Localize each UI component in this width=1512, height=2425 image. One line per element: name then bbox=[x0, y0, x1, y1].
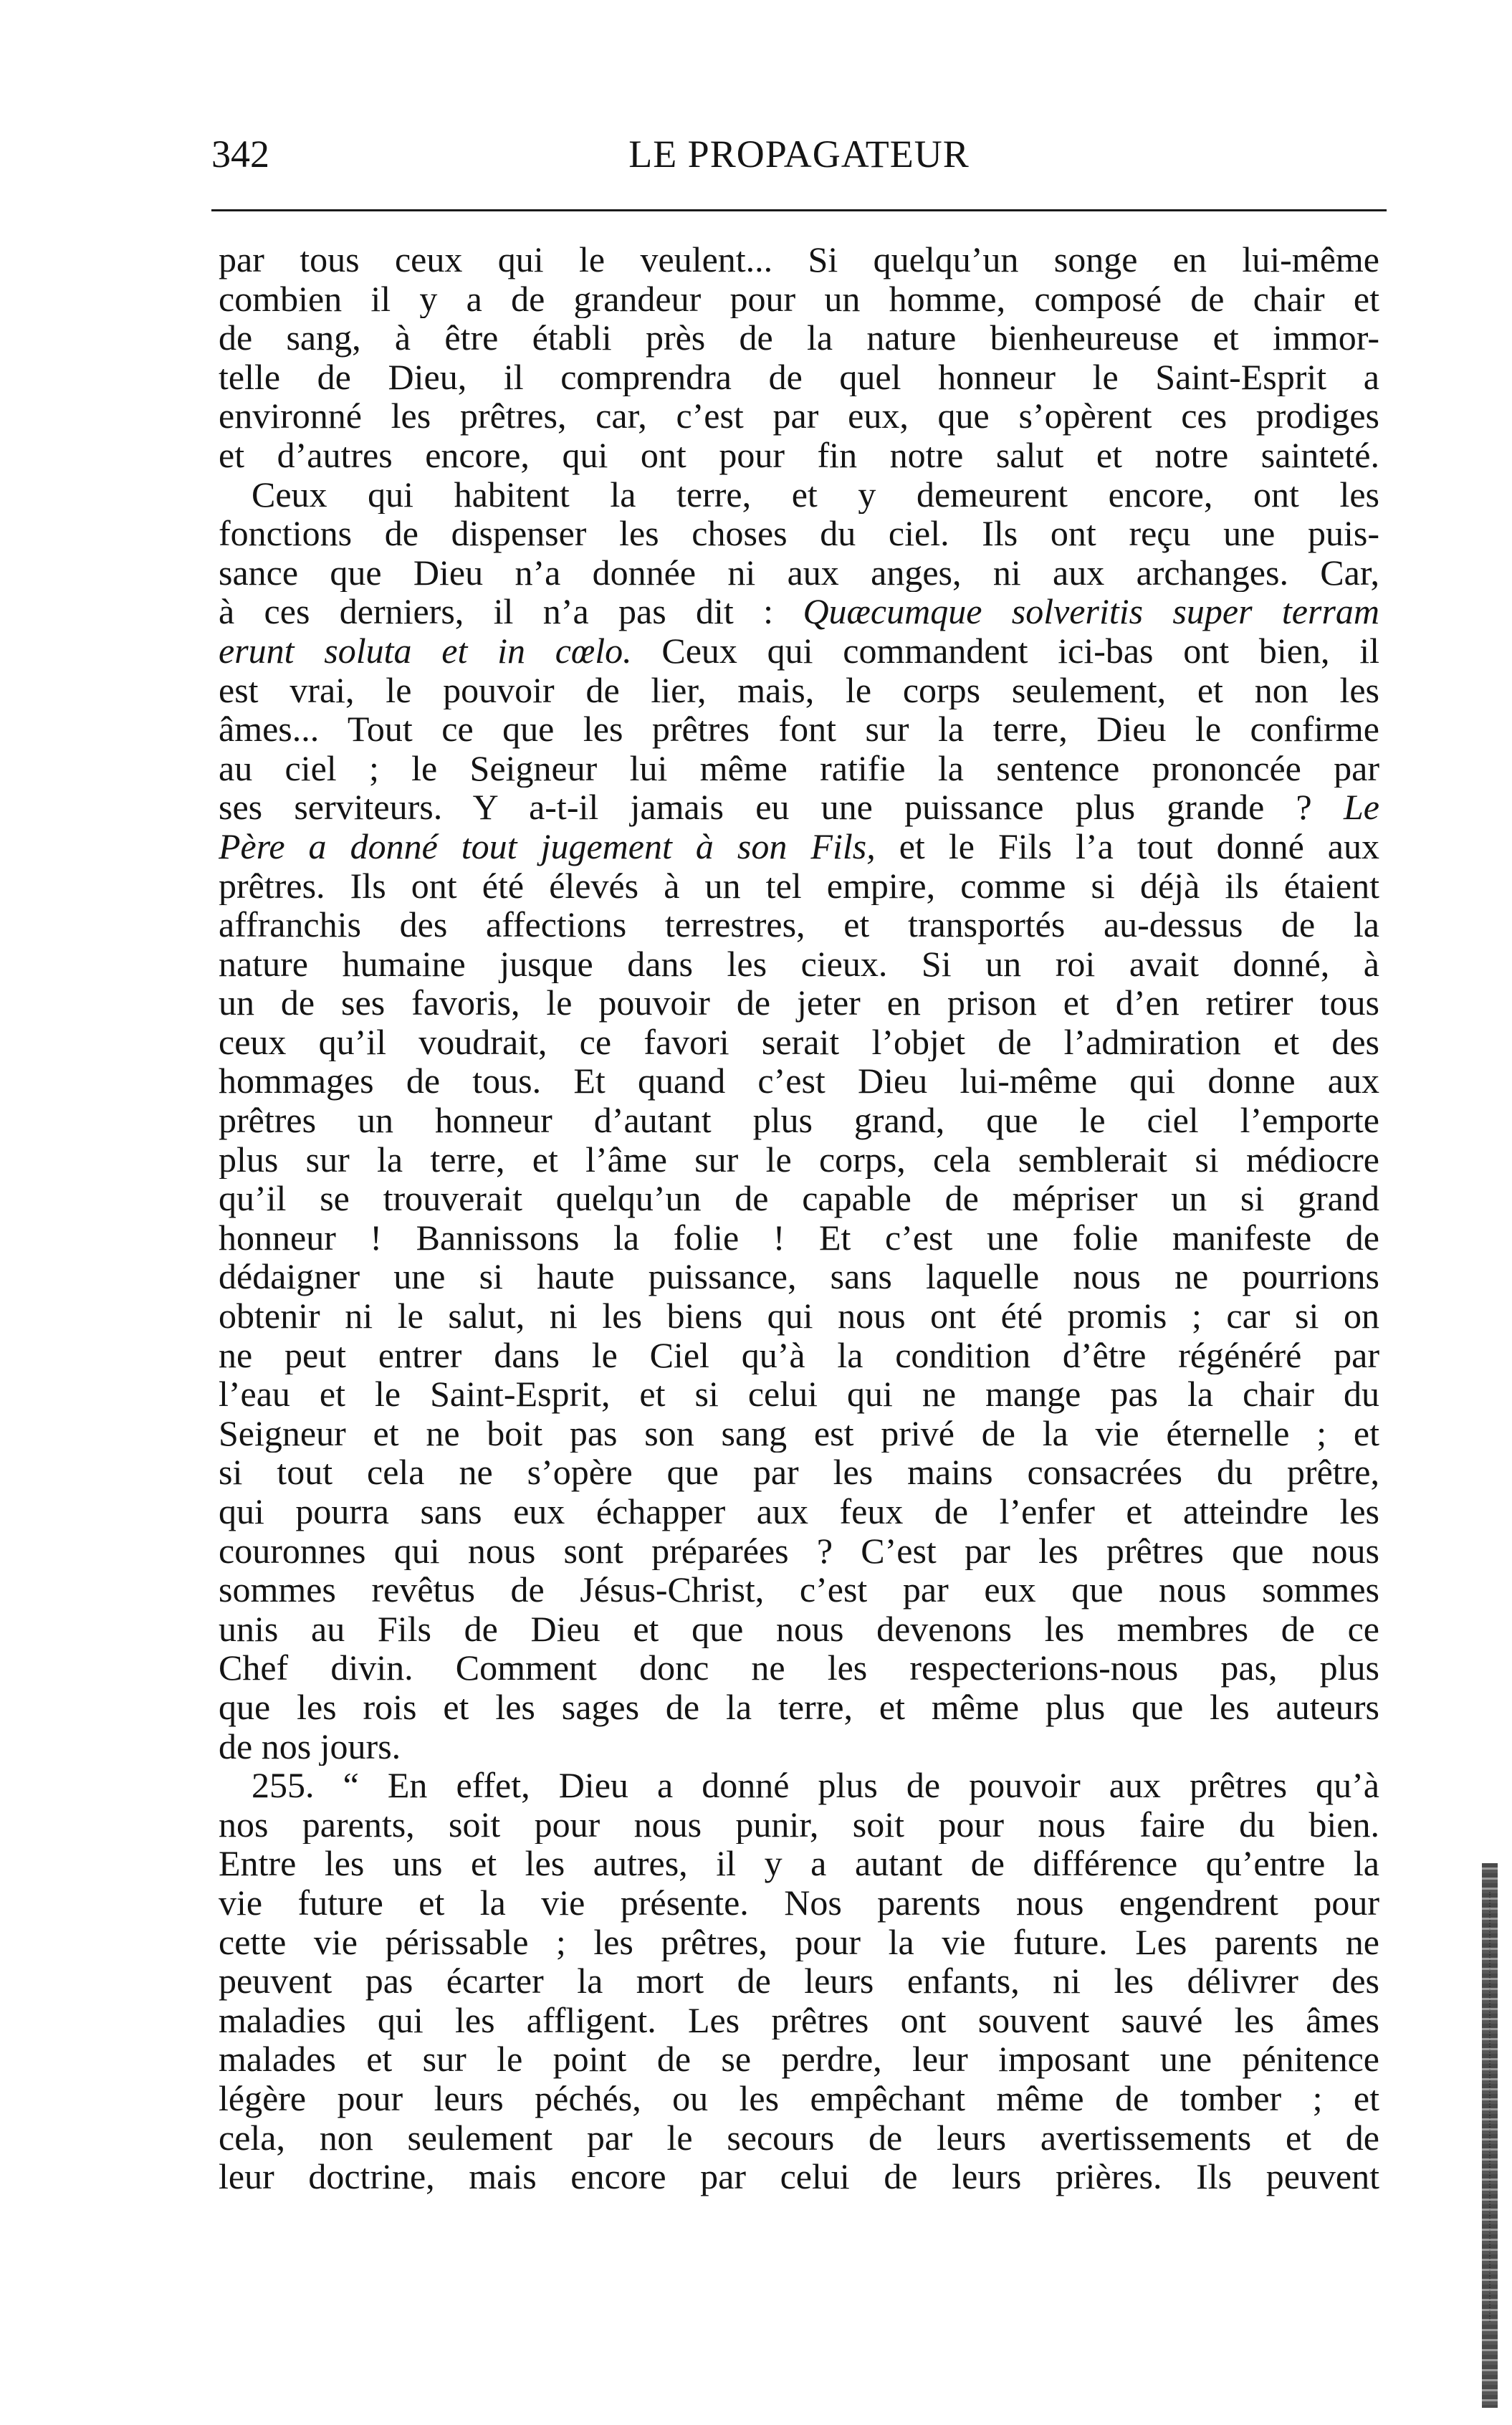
text-line: sance que Dieu n’a donnée ni aux anges, ni aux archanges. Car, bbox=[219, 553, 1379, 593]
page-number: 342 bbox=[211, 133, 269, 176]
text-line: est vrai, le pouvoir de lier, mais, le corps seulement, et non les bbox=[219, 670, 1379, 710]
text-line: de sang, à être établi près de la nature bienheureuse et immor- bbox=[219, 318, 1379, 358]
text-line: cette vie périssable ; les prêtres, pour la vie future. Les parents ne bbox=[219, 1922, 1379, 1962]
paragraph-end-line: de nos jours. bbox=[219, 1726, 401, 1766]
text-line: affranchis des affections terrestres, et transportés au-dessus de la bbox=[219, 905, 1379, 944]
running-head bbox=[211, 129, 1387, 179]
text-line: nature humaine jusque dans les cieux. Si un roi avait donné, à bbox=[219, 944, 1379, 984]
page-edge-shadow bbox=[1482, 1863, 1498, 2408]
text-line: Chef divin. Comment donc ne les respecterions-nous pas, plus bbox=[219, 1648, 1379, 1688]
text-line: légère pour leurs péchés, ou les empêchant même de tomber ; et bbox=[219, 2078, 1379, 2118]
text-line: obtenir ni le salut, ni les biens qui nous ont été promis ; car si on bbox=[219, 1296, 1379, 1336]
text-segment: et le Fils l’a tout donné aux bbox=[899, 826, 1379, 866]
text-line: dédaigner une si haute puissance, sans laquelle nous ne pourrions bbox=[219, 1257, 1379, 1297]
text-line: peuvent pas écarter la mort de leurs enfants, ni les délivrer des bbox=[219, 1961, 1379, 2001]
latin-quotation-end: erunt soluta et in cœlo. bbox=[219, 631, 632, 671]
text-line: sommes revêtus de Jésus-Christ, c’est par eux que nous sommes bbox=[219, 1570, 1379, 1610]
text-line: environné les prêtres, car, c’est par eux, que s’opèrent ces prodiges bbox=[219, 396, 1379, 436]
text-line: honneur ! Bannissons la folie ! Et c’est une folie manifeste de bbox=[219, 1218, 1379, 1258]
text-line: Entre les uns et les autres, il y a autant de différence qu’entre la bbox=[219, 1844, 1379, 1883]
text-line: prêtres. Ils ont été élevés à un tel empire, comme si déjà ils étaient bbox=[219, 866, 1379, 906]
text-line: unis au Fils de Dieu et que nous devenons les membres de ce bbox=[219, 1609, 1379, 1649]
text-line: couronnes qui nous sont préparées ? C’est par les prêtres que nous bbox=[219, 1531, 1379, 1571]
text-line: nos parents, soit pour nous punir, soit pour nous faire du bien. bbox=[219, 1804, 1379, 1845]
text-line: combien il y a de grandeur pour un homme, composé de chair et bbox=[219, 279, 1379, 319]
scripture-quotation-start: Le bbox=[1344, 788, 1379, 827]
text-segment: à ces derniers, il n’a pas dit : bbox=[219, 592, 774, 631]
text-line: fonctions de dispenser les choses du ciel. Ils ont reçu une puis- bbox=[219, 514, 1379, 553]
text-segment: Ceux qui commandent ici-bas ont bien, il bbox=[661, 631, 1379, 671]
scripture-quotation: Père a donné tout jugement à son Fils, bbox=[219, 826, 876, 866]
text-line: maladies qui les affligent. Les prêtres ont souvent sauvé les âmes bbox=[219, 2000, 1379, 2040]
text-line-mixed bbox=[219, 592, 1379, 631]
text-line: hommages de tous. Et quand c’est Dieu lui-même qui donne aux bbox=[219, 1061, 1379, 1101]
text-line: malades et sur le point de se perdre, leur imposant une pénitence bbox=[219, 2039, 1379, 2079]
text-line: vie future et la vie présente. Nos parents nous engendrent pour bbox=[219, 1883, 1379, 1923]
text-line: prêtres un honneur d’autant plus grand, que le ciel l’emporte bbox=[219, 1101, 1379, 1140]
text-line: cela, non seulement par le secours de leurs avertissements et de bbox=[219, 2118, 1379, 2158]
text-line: que les rois et les sages de la terre, et même plus que les auteurs bbox=[219, 1687, 1379, 1727]
text-line: telle de Dieu, il comprendra de quel honneur le Saint-Esprit a bbox=[219, 357, 1379, 397]
text-line: âmes... Tout ce que les prêtres font sur la terre, Dieu le confirme bbox=[219, 709, 1379, 749]
text-line: ceux qu’il voudrait, ce favori serait l’objet de l’admiration et des bbox=[219, 1022, 1379, 1062]
body-text bbox=[219, 240, 1379, 2196]
text-line: Seigneur et ne boit pas son sang est privé de la vie éternelle ; et bbox=[219, 1413, 1379, 1453]
header-rule bbox=[211, 209, 1387, 211]
text-line: un de ses favoris, le pouvoir de jeter en prison et d’en retirer tous bbox=[219, 983, 1379, 1023]
text-segment: ses serviteurs. Y a-t-il jamais eu une puissance plus grande ? bbox=[219, 788, 1312, 827]
latin-quotation: Quæcumque solveritis super terram bbox=[803, 592, 1379, 631]
text-line-mixed bbox=[219, 827, 1379, 866]
text-line: plus sur la terre, et l’âme sur le corps, cela semblerait si médiocre bbox=[219, 1139, 1379, 1180]
text-line: si tout cela ne s’opère que par les mains consacrées du prêtre, bbox=[219, 1453, 1379, 1492]
text-line: l’eau et le Saint-Esprit, et si celui qui ne mange pas la chair du bbox=[219, 1374, 1379, 1414]
text-line: ne peut entrer dans le Ciel qu’à la condition d’être régénéré par bbox=[219, 1335, 1379, 1375]
text-line: par tous ceux qui le veulent... Si quelqu’un songe en lui-même bbox=[219, 240, 1379, 279]
text-line: qui pourra sans eux échapper aux feux de l’enfer et atteindre les bbox=[219, 1492, 1379, 1531]
numbered-paragraph-start: 255. “ En effet, Dieu a donné plus de pouvoir aux prêtres qu’à bbox=[252, 1766, 1379, 1805]
text-line: et d’autres encore, qui ont pour fin notre salut et notre sainteté. bbox=[219, 435, 1379, 475]
paragraph-start-line: Ceux qui habitent la terre, et y demeurent encore, ont les bbox=[252, 474, 1379, 515]
text-line: qu’il se trouverait quelqu’un de capable de mépriser un si grand bbox=[219, 1179, 1379, 1218]
journal-title: LE PROPAGATEUR bbox=[628, 133, 970, 176]
text-line-mixed bbox=[219, 788, 1379, 827]
text-line: au ciel ; le Seigneur lui même ratifie la sentence prononcée par bbox=[219, 748, 1379, 788]
text-line: leur doctrine, mais encore par celui de leurs prières. Ils peuvent bbox=[219, 2157, 1379, 2196]
text-line-mixed bbox=[219, 631, 1379, 671]
